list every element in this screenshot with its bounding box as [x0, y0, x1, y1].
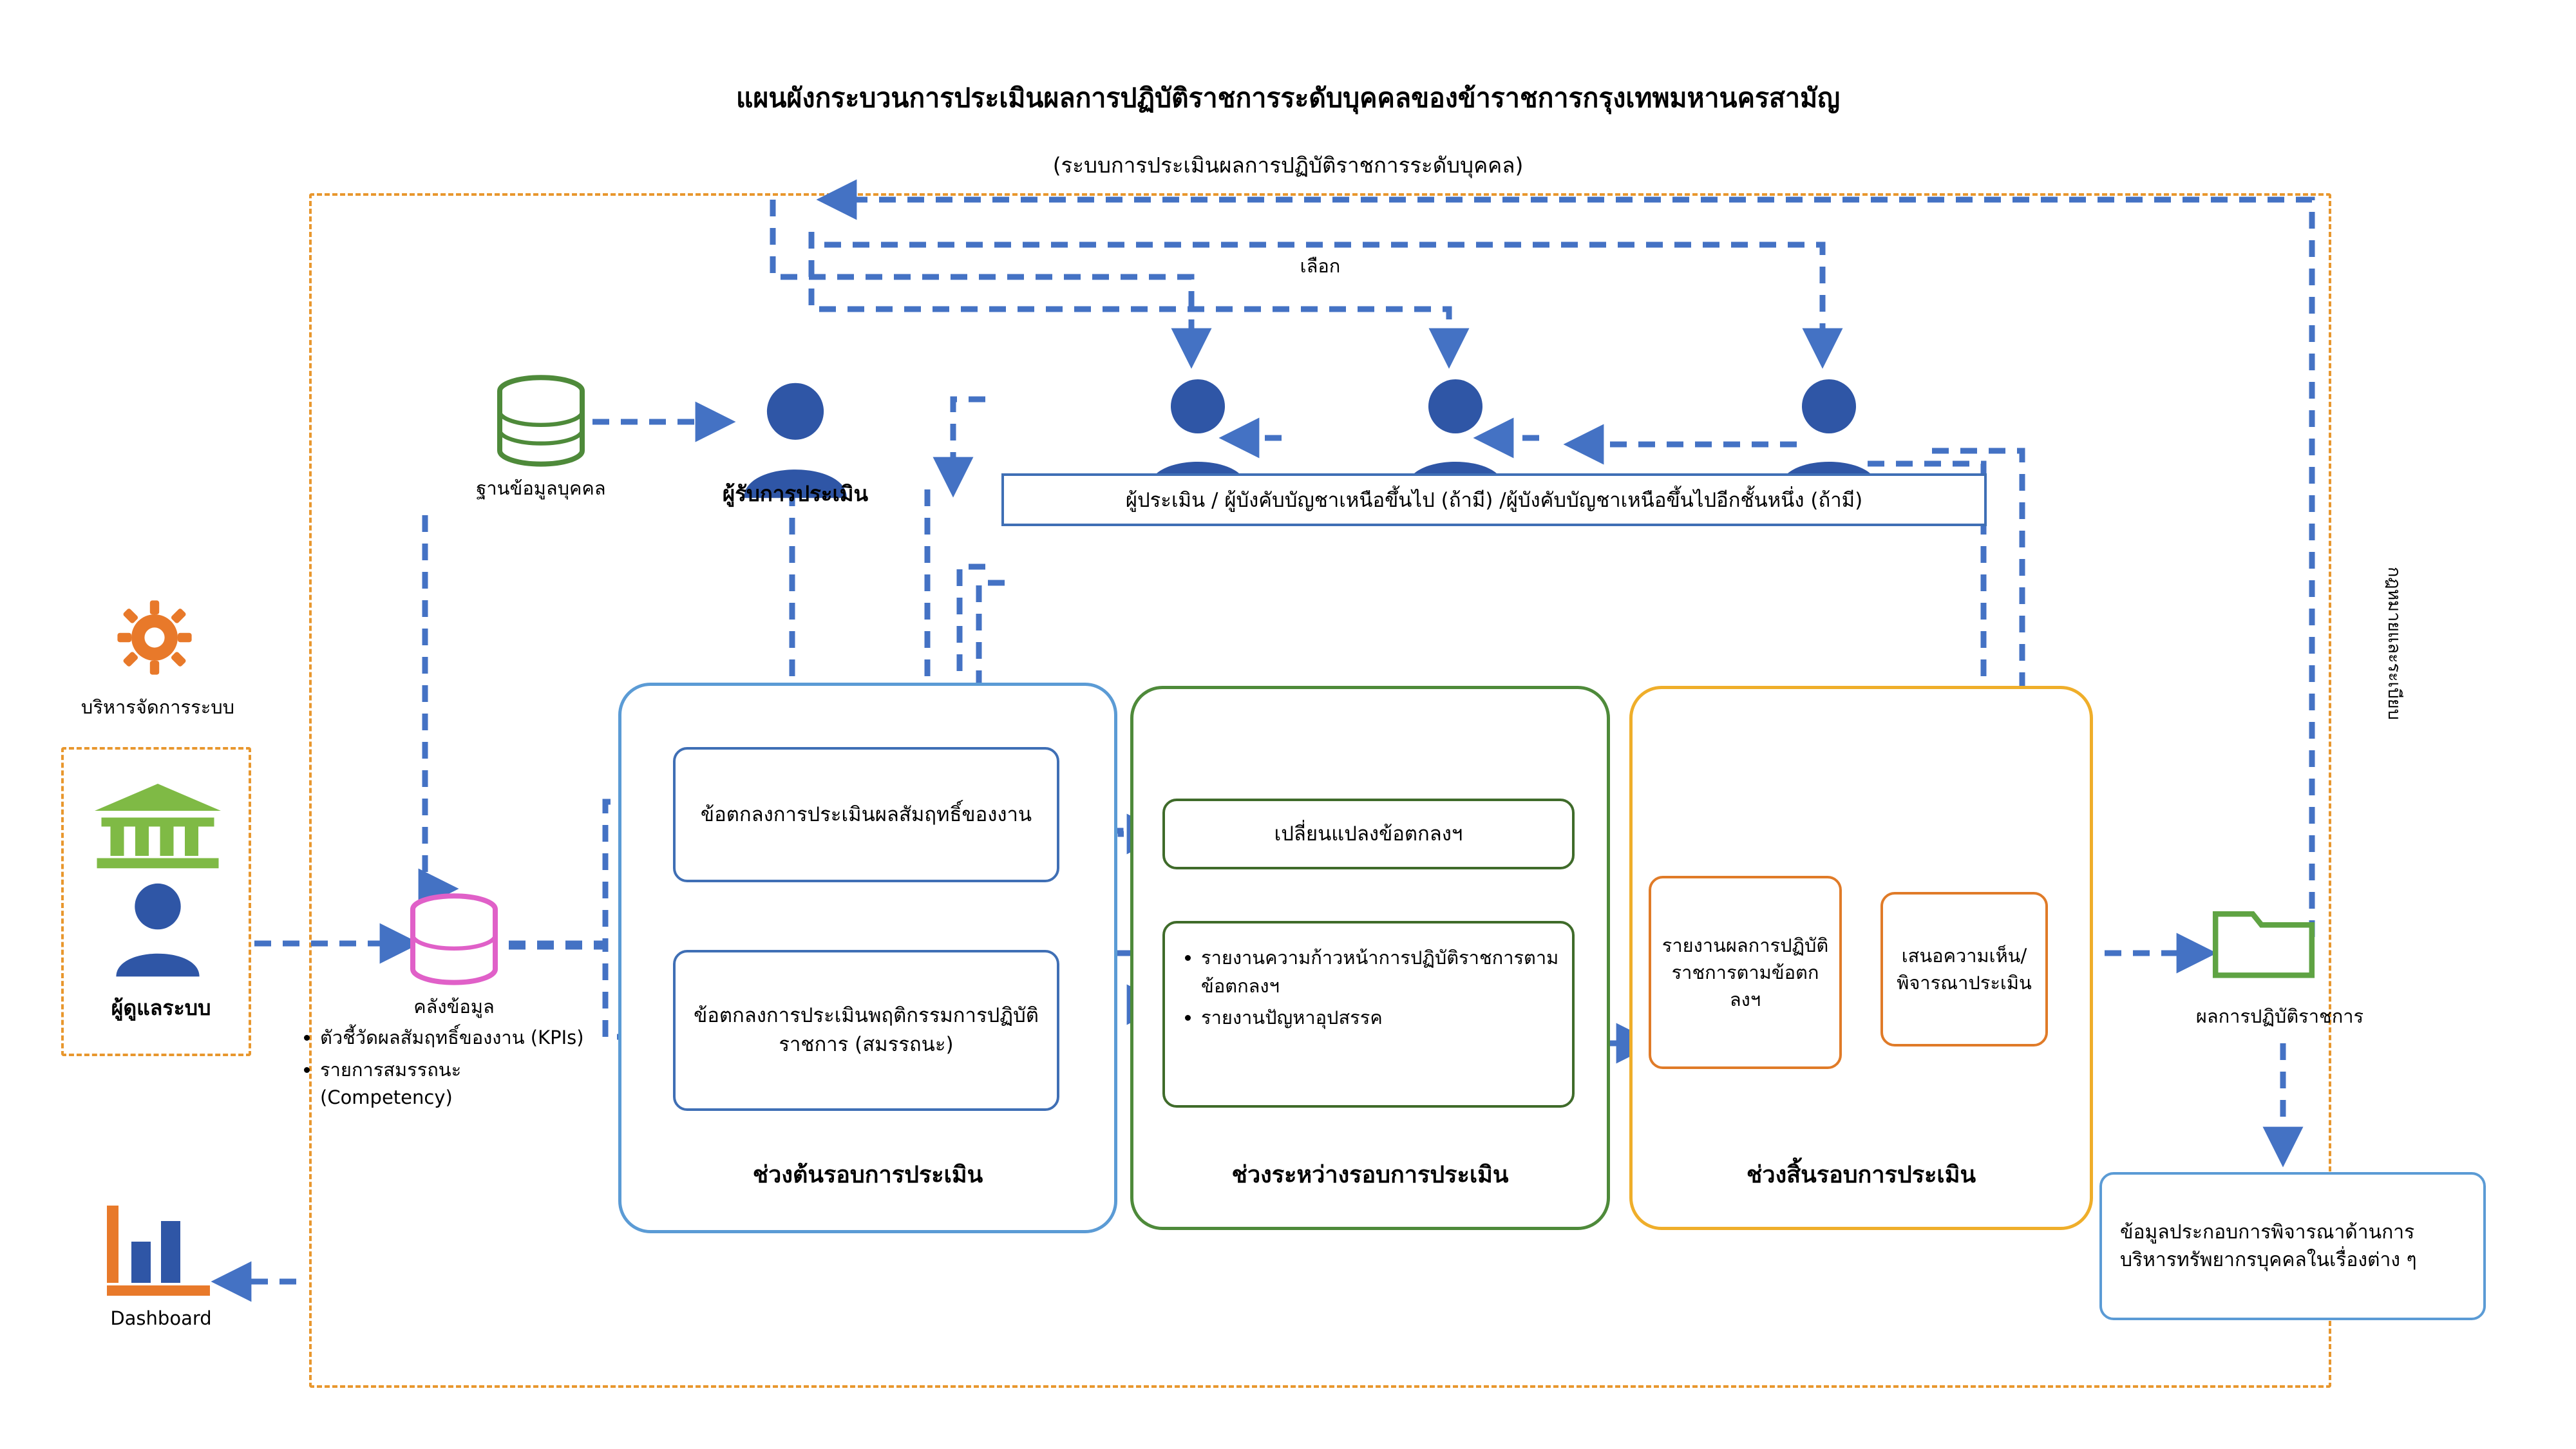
performance-report-box[interactable]	[1649, 876, 1842, 1069]
page-title: แผนผังกระบวนการประเมินผลการปฏิบัติราชการระดับบุคคลของข้าราชการกรุงเทพมหานครสามัญ	[735, 82, 1841, 113]
opinion-review-box[interactable]	[1880, 892, 2048, 1046]
personnel-database-icon	[489, 370, 592, 473]
agreement-behavior-box[interactable]	[673, 950, 1059, 1111]
progress-report-bullet: • รายงานความก้าวหน้าการปฏิบัติราชการตามข้อตกลงฯ	[1201, 944, 1563, 1000]
warehouse-label: คลังข้อมูล	[413, 996, 495, 1018]
warehouse-bullets	[293, 1024, 596, 1116]
admin-user-label: ผู้ดูแลระบบ	[111, 996, 211, 1020]
institution-icon	[90, 779, 225, 869]
system-admin-label: บริหารจัดการระบบ	[80, 696, 235, 718]
change-agreement-box[interactable]	[1162, 799, 1575, 869]
warehouse-bullet: • ตัวชี้วัดผลสัมฤทธิ์ของงาน (KPIs)	[320, 1024, 596, 1052]
person-icon	[103, 873, 213, 989]
warehouse-bullet: • รายการสมรรถนะ (Competency)	[320, 1056, 596, 1112]
hr-consideration-text: ข้อมูลประกอบการพิจารณาด้านการบริหารทรัพยากรบุคคลในเรื่องต่าง ๆ	[2120, 1220, 2417, 1271]
personnel-db-label: ฐานข้อมูลบุคคล	[476, 477, 606, 499]
stage-end-label: ช่วงสิ้นรอบการประเมิน	[1746, 1162, 1976, 1188]
gear-icon	[90, 599, 219, 676]
change-agreement-text: เปลี่ยนแปลงข้อตกลงฯ	[1274, 822, 1463, 846]
select-label: เลือก	[1300, 255, 1341, 277]
stage-begin-label: ช่วงต้นรอบการประเมิน	[752, 1162, 983, 1188]
dashboard-label: Dashboard	[110, 1307, 212, 1329]
laws-and-regulations-note: กฎหมายและระเบียบ	[2384, 567, 2404, 720]
data-warehouse-icon	[402, 889, 506, 992]
progress-report-bullets	[1174, 944, 1563, 1032]
folder-icon	[2209, 892, 2318, 989]
stage-during-label: ช่วงระหว่างรอบการประเมิน	[1231, 1162, 1509, 1188]
opinion-review-text: เสนอความเห็น/พิจารณาประเมิน	[1897, 944, 2032, 994]
evaluators-role-bar	[1001, 473, 1987, 526]
progress-report-box[interactable]	[1162, 921, 1575, 1108]
agreement-results-text: ข้อตกลงการประเมินผลสัมฤทธิ์ของงาน	[700, 802, 1032, 826]
page-subtitle: (ระบบการประเมินผลการปฏิบัติราชการระดับบุคคล)	[1052, 153, 1524, 178]
evaluators-role-text: ผู้ประเมิน / ผู้บังคับบัญชาเหนือขึ้นไป (ถ้ามี) /ผู้บังคับบัญชาเหนือขึ้นไปอีกชั้นหนึ่ง (ถ้ามี)	[1125, 489, 1863, 512]
performance-result-label: ผลการปฏิบัติราชการ	[2195, 1005, 2364, 1027]
performance-report-text: รายงานผลการปฏิบัติราชการตามข้อตกลงฯ	[1662, 934, 1829, 1011]
agreement-results-box[interactable]	[673, 747, 1059, 882]
progress-report-bullet: • รายงานปัญหาอุปสรรค	[1201, 1004, 1563, 1032]
agreement-behavior-text: ข้อตกลงการประเมินพฤติกรรมการปฏิบัติราชการ (สมรรถนะ)	[694, 1004, 1039, 1056]
evaluatee-label: ผู้รับการประเมิน	[722, 481, 869, 506]
hr-consideration-box[interactable]	[2099, 1172, 2486, 1320]
bar-chart-icon	[97, 1198, 225, 1301]
